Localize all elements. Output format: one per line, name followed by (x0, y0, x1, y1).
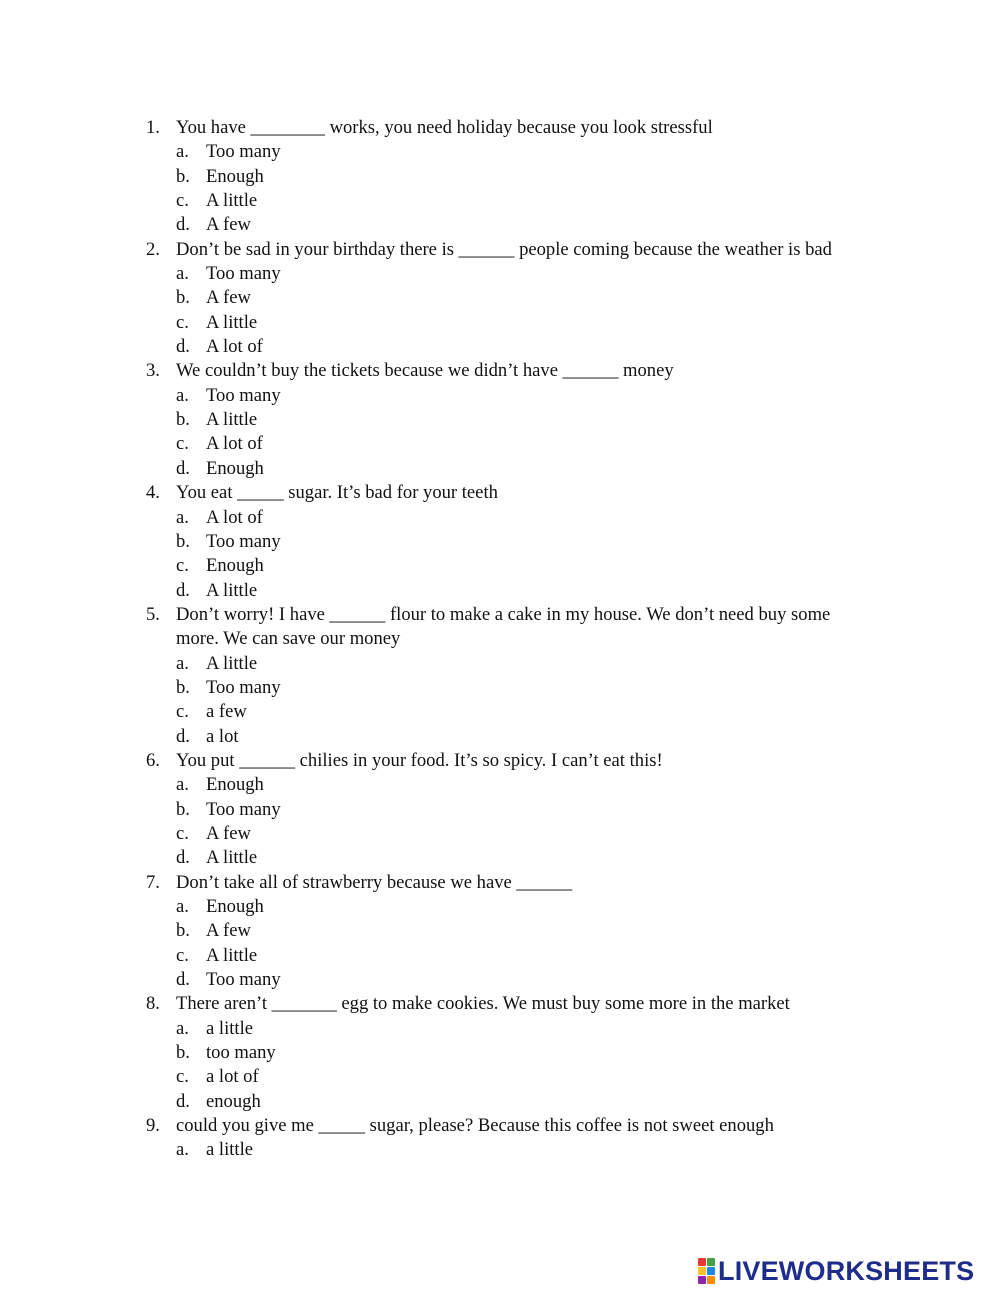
answer-option[interactable] (0, 165, 1000, 189)
answer-option[interactable] (0, 822, 1000, 846)
question-5 (0, 603, 1000, 627)
option-text: A few (206, 920, 251, 942)
question-text: Don’t be sad in your birthday there is ______ people coming because the weather is bad (176, 238, 832, 260)
option-letter: b. (176, 165, 190, 187)
question-number: 6. (146, 749, 160, 771)
liveworksheets-logo (698, 1258, 974, 1284)
logo-text: LIVEWORKSHEETS (718, 1256, 975, 1286)
option-text: a lot of (206, 1066, 259, 1088)
option-letter: a. (176, 774, 189, 796)
answer-option[interactable] (0, 846, 1000, 870)
question-number: 7. (146, 871, 160, 893)
option-letter: b. (176, 409, 190, 431)
logo-tile (707, 1276, 715, 1284)
question-text: You put ______ chilies in your food. It’s so spicy. I can’t eat this! (176, 749, 663, 771)
question-text: Don’t worry! I have ______ flour to make a cake in my house. We don’t need buy some (176, 603, 831, 625)
question-text: Don’t take all of strawberry because we have ______ (176, 871, 573, 893)
option-text: A little (206, 847, 258, 869)
answer-option[interactable] (0, 1017, 1000, 1041)
option-text: A few (206, 287, 251, 309)
answer-option[interactable] (0, 579, 1000, 603)
option-text: Enough (206, 896, 264, 917)
answer-option[interactable] (0, 1041, 1000, 1065)
option-text: A little (206, 652, 258, 674)
option-letter: c. (176, 1066, 189, 1088)
option-text: A few (206, 822, 251, 844)
option-letter: d. (176, 457, 190, 479)
option-text: a little (206, 1017, 253, 1039)
option-letter: a. (176, 896, 189, 917)
option-letter: d. (176, 1090, 190, 1112)
option-text: A little (206, 944, 258, 966)
answer-option[interactable] (0, 968, 1000, 992)
option-text: Too many (206, 384, 281, 406)
question-number: 9. (146, 1115, 160, 1137)
option-letter: d. (176, 725, 190, 747)
answer-option[interactable] (0, 140, 1000, 164)
option-text: Too many (206, 676, 281, 698)
answer-option[interactable] (0, 189, 1000, 213)
option-letter: b. (176, 530, 190, 552)
option-text: Enough (206, 774, 264, 796)
answer-option[interactable] (0, 919, 1000, 943)
option-text: A little (206, 311, 258, 333)
option-letter: b. (176, 798, 190, 820)
answer-option[interactable] (0, 773, 1000, 797)
answer-option[interactable] (0, 1138, 1000, 1162)
answer-option[interactable] (0, 652, 1000, 676)
option-text: Enough (206, 457, 264, 479)
option-letter: d. (176, 847, 190, 869)
option-letter: a. (176, 1139, 189, 1161)
option-text: a few (206, 701, 247, 723)
answer-option[interactable] (0, 335, 1000, 359)
option-letter: c. (176, 944, 189, 966)
worksheet (0, 116, 1000, 1163)
option-letter: a. (176, 263, 189, 285)
answer-option[interactable] (0, 895, 1000, 919)
option-letter: d. (176, 336, 190, 358)
question-3 (0, 359, 1000, 383)
answer-option[interactable] (0, 676, 1000, 700)
option-text: A few (206, 214, 251, 236)
answer-option[interactable] (0, 384, 1000, 408)
question-1 (0, 116, 1000, 140)
option-letter: a. (176, 141, 189, 163)
question-number: 8. (146, 993, 160, 1015)
question-text: You have ________ works, you need holiday because you look stressful (176, 117, 713, 138)
question-number: 1. (146, 117, 160, 138)
logo-tile (698, 1258, 706, 1266)
logo-tile (698, 1267, 706, 1275)
logo-tile (698, 1276, 706, 1284)
option-letter: a. (176, 384, 189, 406)
option-text: A little (206, 409, 258, 431)
question-5-continued (0, 627, 1000, 651)
answer-option[interactable] (0, 408, 1000, 432)
option-letter: d. (176, 969, 190, 991)
option-text: A little (206, 190, 258, 212)
option-text: too many (206, 1042, 276, 1064)
question-text: more. We can save our money (176, 628, 401, 650)
option-letter: b. (176, 676, 190, 698)
option-letter: c. (176, 311, 189, 333)
option-text: a little (206, 1139, 253, 1161)
question-text: There aren’t _______ egg to make cookies. We must buy some more in the market (176, 993, 790, 1015)
answer-option[interactable] (0, 432, 1000, 456)
answer-option[interactable] (0, 798, 1000, 822)
option-letter: b. (176, 1042, 190, 1064)
question-number: 3. (146, 360, 160, 382)
answer-option[interactable] (0, 262, 1000, 286)
option-text: Too many (206, 141, 281, 163)
answer-option[interactable] (0, 554, 1000, 578)
answer-option[interactable] (0, 725, 1000, 749)
option-letter: c. (176, 433, 189, 455)
option-text: Too many (206, 798, 281, 820)
option-letter: d. (176, 579, 190, 601)
option-text: a lot (206, 725, 239, 747)
answer-option[interactable] (0, 700, 1000, 724)
logo-tile (707, 1258, 715, 1266)
option-letter: a. (176, 1017, 189, 1039)
question-9 (0, 1114, 1000, 1138)
question-number: 5. (146, 603, 160, 625)
option-letter: a. (176, 506, 189, 528)
question-number: 2. (146, 238, 160, 260)
option-text: Too many (206, 530, 281, 552)
option-letter: c. (176, 822, 189, 844)
option-text: A lot of (206, 506, 263, 528)
option-text: Enough (206, 165, 264, 187)
option-text: A lot of (206, 336, 263, 358)
answer-option[interactable] (0, 311, 1000, 335)
question-6 (0, 749, 1000, 773)
question-4 (0, 481, 1000, 505)
option-letter: a. (176, 652, 189, 674)
liveworksheets-logo-icon (698, 1258, 715, 1284)
answer-option[interactable] (0, 530, 1000, 554)
question-2 (0, 238, 1000, 262)
option-text: A little (206, 579, 258, 601)
answer-option[interactable] (0, 213, 1000, 237)
option-text: Enough (206, 555, 264, 577)
option-letter: b. (176, 920, 190, 942)
question-text: We couldn’t buy the tickets because we didn’t have ______ money (176, 360, 674, 382)
option-text: Too many (206, 263, 281, 285)
answer-option[interactable] (0, 1090, 1000, 1114)
question-text: could you give me _____ sugar, please? Because this coffee is not sweet enough (176, 1115, 774, 1137)
option-letter: d. (176, 214, 190, 236)
option-letter: b. (176, 287, 190, 309)
answer-option[interactable] (0, 457, 1000, 481)
option-text: Too many (206, 969, 281, 991)
answer-option[interactable] (0, 506, 1000, 530)
answer-option[interactable] (0, 1065, 1000, 1089)
option-letter: c. (176, 555, 189, 577)
option-text: A lot of (206, 433, 263, 455)
option-letter: c. (176, 190, 189, 212)
answer-option[interactable] (0, 944, 1000, 968)
question-7 (0, 871, 1000, 895)
question-number: 4. (146, 482, 160, 504)
option-letter: c. (176, 701, 189, 723)
logo-tile (707, 1267, 715, 1275)
option-text: enough (206, 1090, 261, 1112)
question-text: You eat _____ sugar. It’s bad for your teeth (176, 482, 498, 504)
question-8 (0, 992, 1000, 1016)
answer-option[interactable] (0, 286, 1000, 310)
